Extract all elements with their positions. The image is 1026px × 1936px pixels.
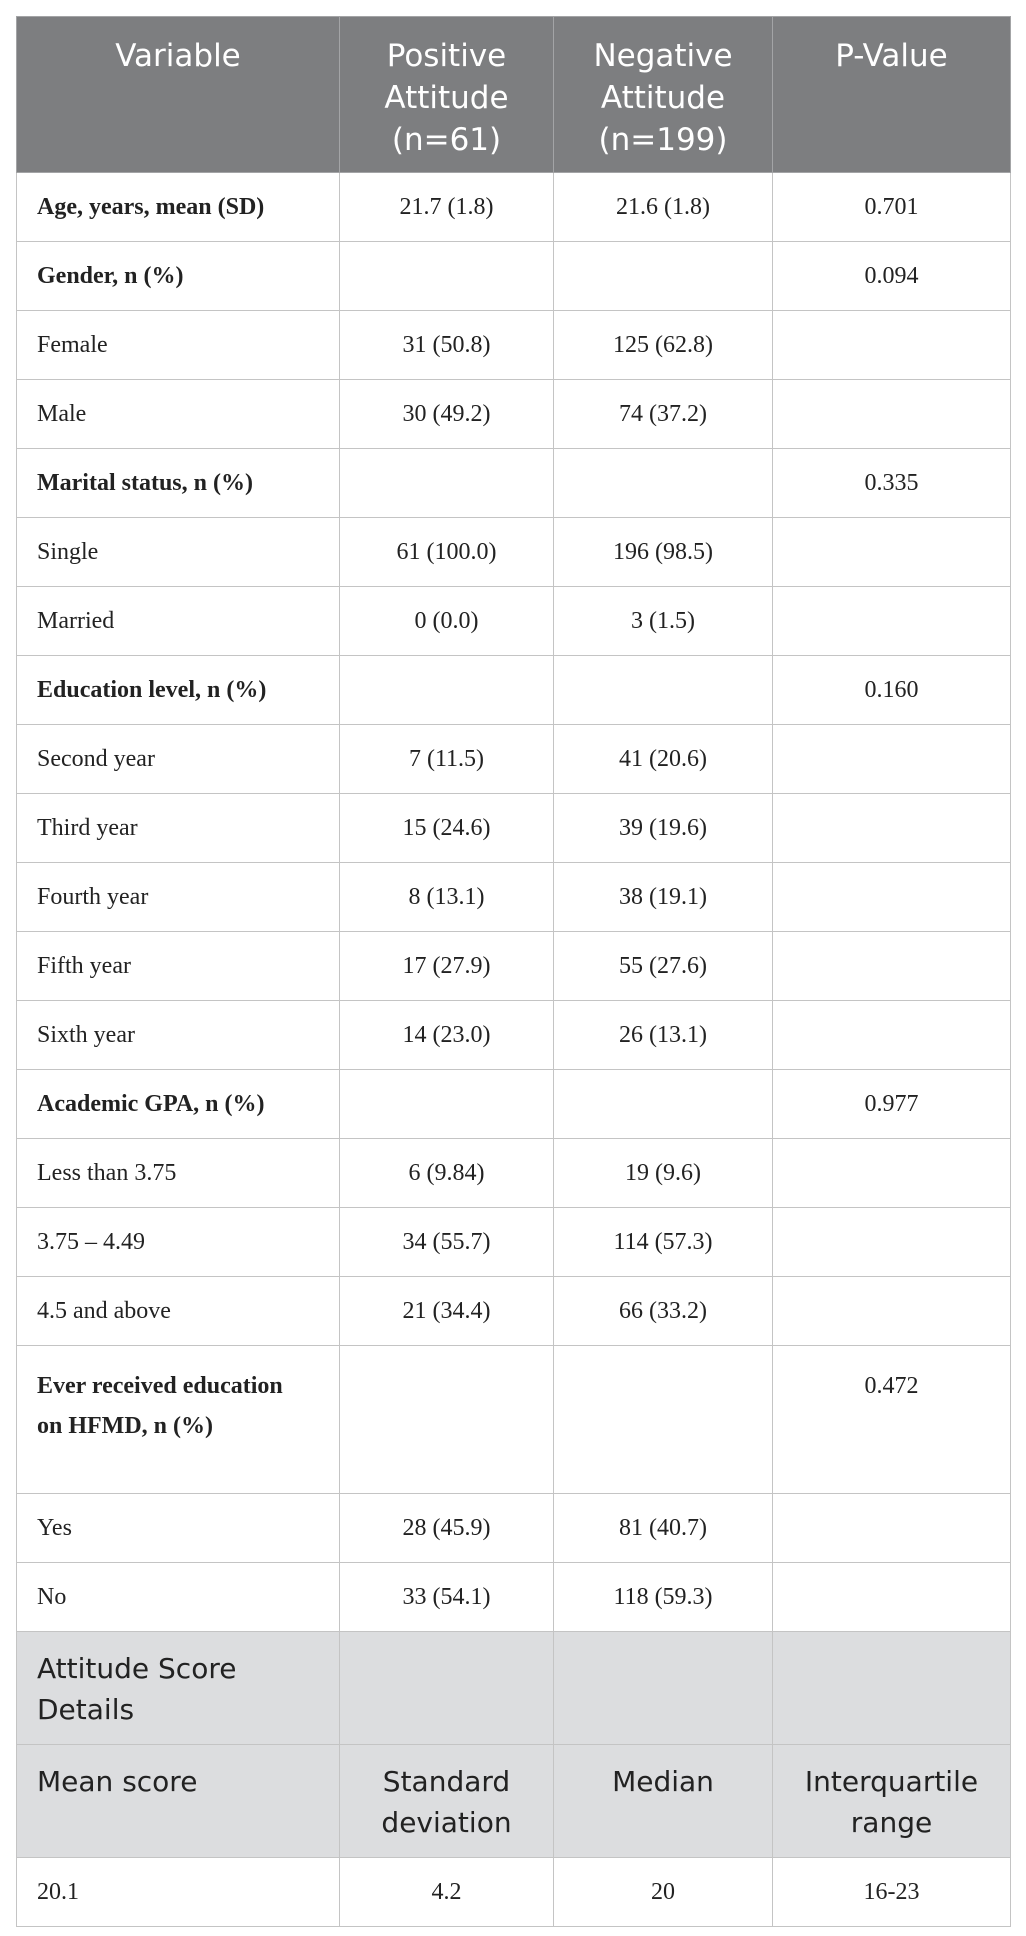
cell-negative-attitude: 21.6 (1.8) (554, 173, 773, 242)
cell-negative-attitude (554, 449, 773, 518)
cell-p-value (773, 725, 1011, 794)
cell-positive-attitude: 33 (54.1) (340, 1563, 554, 1632)
cell-p-value: 0.701 (773, 173, 1011, 242)
cell-positive-attitude (340, 1346, 554, 1494)
subheader-standard-deviation: Standard deviation (340, 1745, 554, 1858)
cell-negative-attitude: 19 (9.6) (554, 1139, 773, 1208)
cell-p-value (773, 1494, 1011, 1563)
cell-negative-attitude (554, 656, 773, 725)
cell-p-value: 0.977 (773, 1070, 1011, 1139)
table-row (17, 587, 1011, 656)
table-row (17, 1563, 1011, 1632)
cell-p-value: 0.094 (773, 242, 1011, 311)
cell-positive-attitude (340, 242, 554, 311)
cell-positive-attitude: 31 (50.8) (340, 311, 554, 380)
header-row (17, 17, 1011, 173)
table-container (16, 16, 1010, 1927)
table-row (17, 173, 1011, 242)
table-row (17, 1139, 1011, 1208)
cell-p-value (773, 311, 1011, 380)
cell-p-value (773, 863, 1011, 932)
cell-negative-attitude: 66 (33.2) (554, 1277, 773, 1346)
row-label: Male (17, 380, 340, 449)
table-row (17, 449, 1011, 518)
cell-negative-attitude (554, 1070, 773, 1139)
row-label: Ever received education on HFMD, n (%) (17, 1346, 340, 1494)
table-row (17, 1494, 1011, 1563)
table-row (17, 1277, 1011, 1346)
cell-p-value (773, 1001, 1011, 1070)
value-mean-score: 20.1 (17, 1858, 340, 1927)
cell-negative-attitude: 38 (19.1) (554, 863, 773, 932)
cell-p-value: 0.335 (773, 449, 1011, 518)
cell-negative-attitude: 125 (62.8) (554, 311, 773, 380)
header-negative-attitude: Negative Attitude (n=199) (554, 17, 773, 173)
subheader-median: Median (554, 1745, 773, 1858)
row-label: Married (17, 587, 340, 656)
row-label: Academic GPA, n (%) (17, 1070, 340, 1139)
cell-negative-attitude (554, 1346, 773, 1494)
row-label: Second year (17, 725, 340, 794)
cell-positive-attitude: 28 (45.9) (340, 1494, 554, 1563)
header-variable: Variable (17, 17, 340, 173)
score-values-row (17, 1858, 1011, 1927)
table-row (17, 1346, 1011, 1494)
cell-p-value (773, 518, 1011, 587)
cell-negative-attitude: 26 (13.1) (554, 1001, 773, 1070)
row-label: No (17, 1563, 340, 1632)
cell-positive-attitude (340, 656, 554, 725)
row-label: 3.75 – 4.49 (17, 1208, 340, 1277)
score-section-empty-cell (554, 1632, 773, 1745)
score-section-empty-cell (773, 1632, 1011, 1745)
cell-positive-attitude: 8 (13.1) (340, 863, 554, 932)
table-row (17, 932, 1011, 1001)
table-row (17, 725, 1011, 794)
cell-p-value: 0.160 (773, 656, 1011, 725)
subheader-interquartile-range: Interquartile range (773, 1745, 1011, 1858)
cell-positive-attitude: 21.7 (1.8) (340, 173, 554, 242)
cell-negative-attitude: 81 (40.7) (554, 1494, 773, 1563)
cell-p-value (773, 1277, 1011, 1346)
cell-positive-attitude: 30 (49.2) (340, 380, 554, 449)
table-row (17, 311, 1011, 380)
value-interquartile-range: 16-23 (773, 1858, 1011, 1927)
table-row (17, 242, 1011, 311)
row-label: Education level, n (%) (17, 656, 340, 725)
table-row (17, 1070, 1011, 1139)
cell-positive-attitude: 0 (0.0) (340, 587, 554, 656)
table-row (17, 794, 1011, 863)
cell-p-value (773, 1139, 1011, 1208)
cell-negative-attitude (554, 242, 773, 311)
score-section (17, 1632, 1011, 1927)
cell-negative-attitude: 118 (59.3) (554, 1563, 773, 1632)
cell-positive-attitude: 34 (55.7) (340, 1208, 554, 1277)
table-row (17, 518, 1011, 587)
value-median: 20 (554, 1858, 773, 1927)
table-body (17, 173, 1011, 1632)
cell-negative-attitude: 55 (27.6) (554, 932, 773, 1001)
cell-negative-attitude: 41 (20.6) (554, 725, 773, 794)
cell-positive-attitude (340, 449, 554, 518)
cell-p-value (773, 932, 1011, 1001)
row-label: Third year (17, 794, 340, 863)
cell-positive-attitude: 15 (24.6) (340, 794, 554, 863)
cell-negative-attitude: 74 (37.2) (554, 380, 773, 449)
row-label: Age, years, mean (SD) (17, 173, 340, 242)
cell-p-value (773, 380, 1011, 449)
row-label: Less than 3.75 (17, 1139, 340, 1208)
cell-positive-attitude (340, 1070, 554, 1139)
cell-negative-attitude: 114 (57.3) (554, 1208, 773, 1277)
cell-positive-attitude: 21 (34.4) (340, 1277, 554, 1346)
cell-positive-attitude: 7 (11.5) (340, 725, 554, 794)
row-label: Gender, n (%) (17, 242, 340, 311)
attitude-table (16, 16, 1011, 1927)
row-label: Fourth year (17, 863, 340, 932)
table-row (17, 380, 1011, 449)
row-label: 4.5 and above (17, 1277, 340, 1346)
row-label: Fifth year (17, 932, 340, 1001)
cell-p-value (773, 587, 1011, 656)
cell-positive-attitude: 6 (9.84) (340, 1139, 554, 1208)
table-row (17, 863, 1011, 932)
row-label: Marital status, n (%) (17, 449, 340, 518)
cell-p-value (773, 1208, 1011, 1277)
cell-negative-attitude: 39 (19.6) (554, 794, 773, 863)
score-section-title: Attitude Score Details (17, 1632, 340, 1745)
header-p-value: P-Value (773, 17, 1011, 173)
cell-negative-attitude: 196 (98.5) (554, 518, 773, 587)
score-section-title-row (17, 1632, 1011, 1745)
score-subheader-row (17, 1745, 1011, 1858)
table-row (17, 1001, 1011, 1070)
cell-p-value (773, 1563, 1011, 1632)
table-row (17, 656, 1011, 725)
row-label: Sixth year (17, 1001, 340, 1070)
cell-p-value (773, 794, 1011, 863)
table-row (17, 1208, 1011, 1277)
value-standard-deviation: 4.2 (340, 1858, 554, 1927)
cell-positive-attitude: 61 (100.0) (340, 518, 554, 587)
cell-negative-attitude: 3 (1.5) (554, 587, 773, 656)
cell-positive-attitude: 17 (27.9) (340, 932, 554, 1001)
header-positive-attitude: Positive Attitude (n=61) (340, 17, 554, 173)
row-label: Female (17, 311, 340, 380)
row-label: Single (17, 518, 340, 587)
row-label: Yes (17, 1494, 340, 1563)
score-section-empty-cell (340, 1632, 554, 1745)
cell-p-value: 0.472 (773, 1346, 1011, 1494)
cell-positive-attitude: 14 (23.0) (340, 1001, 554, 1070)
subheader-mean-score: Mean score (17, 1745, 340, 1858)
